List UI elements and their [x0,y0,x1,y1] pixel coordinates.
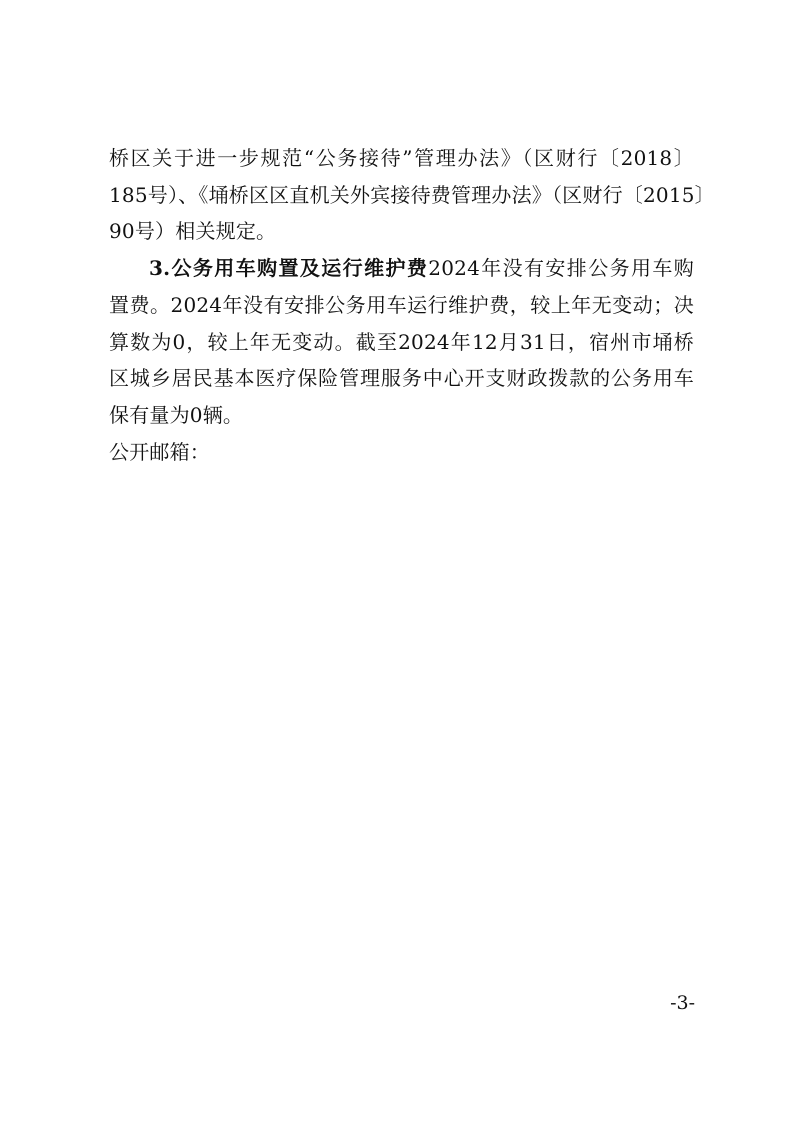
paragraph-2-line-2: 置费。2024年没有安排公务用车运行维护费，较上年无变动；决 [109,292,694,317]
paragraph-2-line-1 [109,250,694,287]
paragraph-2-line-1-text: 2024年没有安排公务用车购 [428,256,694,281]
public-email-label: 公开邮箱： [109,439,210,464]
paragraph-1-line-2: 185号）、《埇桥区区直机关外宾接待费管理办法》（区财行〔2015〕 [109,182,715,207]
page-number: -3- [670,992,695,1014]
paragraph-1-line-1: 桥区关于进一步规范“公务接待”管理办法》（区财行〔2018〕 [109,146,694,170]
paragraph-2-line-4: 区城乡居民基本医疗保险管理服务中心开支财政拨款的公务用车 [109,366,694,391]
vehicle-expense-heading: 3.公务用车购置及运行维护费 [149,256,429,281]
paragraph-2-line-5: 保有量为0辆。 [109,402,244,427]
paragraph-2-line-3: 算数为0，较上年无变动。截至2024年12月31日，宿州市埇桥 [109,329,694,354]
paragraph-1-line-3: 90号）相关规定。 [109,219,277,244]
document-body [109,140,715,470]
